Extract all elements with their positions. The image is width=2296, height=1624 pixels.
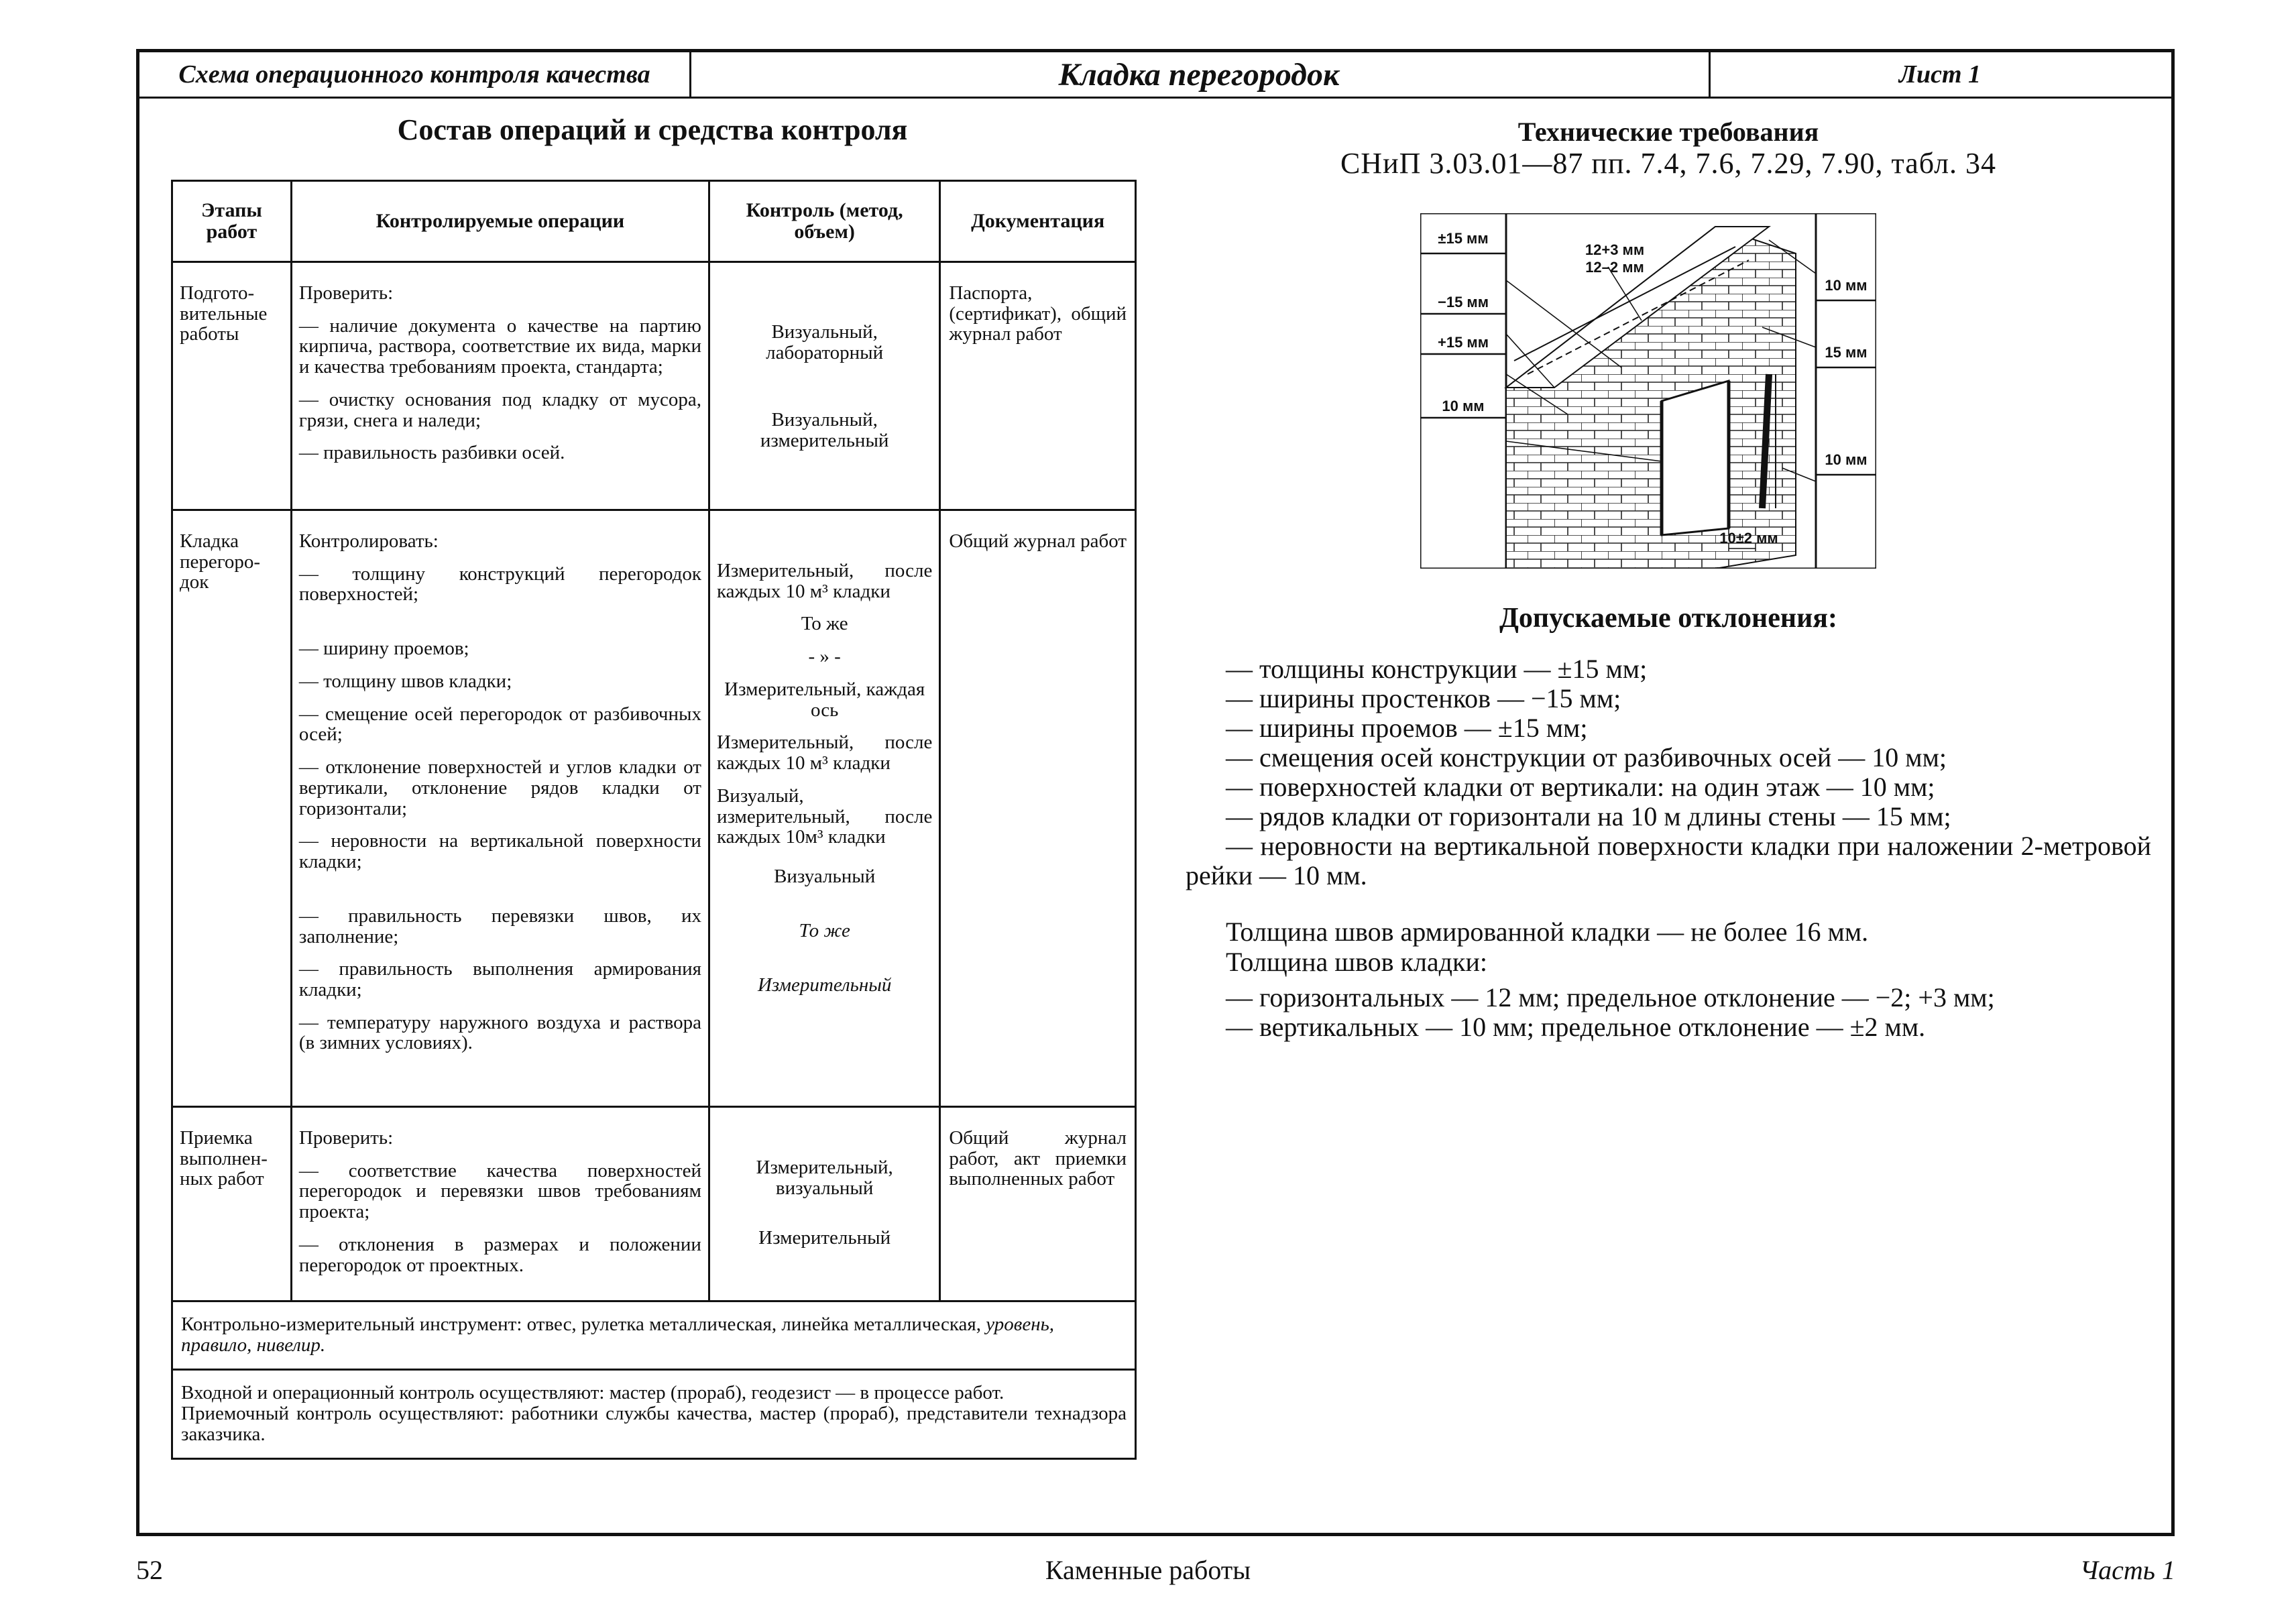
header-title: Кладка перегородок (689, 52, 1711, 97)
header-sheet: Лист 1 (1898, 60, 1982, 89)
control-item: Визуальный, измерительный (760, 409, 889, 452)
diagram-label: 10 мм (1825, 277, 1868, 294)
instrument-label: Контрольно-измерительный инструмент: (181, 1314, 522, 1335)
stage-intro: Контролировать: (298, 530, 439, 552)
tech-requirements-title: Технические требования (1517, 117, 1819, 147)
diagram-label: 10 мм (1442, 398, 1485, 414)
operation-item: — правильность разбивки осей. (298, 442, 565, 464)
control-item: - » - (808, 646, 841, 668)
documentation-cell: Общий журнал работ, акт приемки выполненных работ (940, 1107, 1136, 1301)
seam-notes (1226, 917, 2165, 1043)
diagram-label: 12–2 мм (1585, 259, 1644, 276)
section-name: Каменные работы (1045, 1555, 1251, 1585)
door-opening (1662, 381, 1729, 535)
operation-item: — толщину швов кладки; (298, 670, 512, 692)
stage-intro: Проверить: (298, 1127, 394, 1149)
control-item: То же (801, 613, 848, 635)
control-cell (709, 1107, 939, 1301)
control-text-1: Входной и операционный контроль осуществляют: мастер (прораб), геодезист — в процессе работ. (181, 1381, 1005, 1403)
operation-item: — ширину проемов; (298, 638, 469, 660)
header-strip (139, 52, 2171, 99)
control-cell (709, 262, 939, 510)
table-row (172, 1107, 1136, 1301)
instrument-text: отвес, рулетка металлическая, линейка металлическая, (526, 1314, 981, 1335)
control-item: Измерительный, после каждых 10 м³ кладки (716, 732, 933, 774)
deviation-item: — неровности на вертикальной поверхности кладки при наложении 2-метровой рейки — 10 мм. (1186, 831, 2151, 890)
documentation-cell: Общий журнал работ (940, 510, 1136, 1107)
control-item: Измерительный, визуальный (756, 1157, 893, 1199)
control-item: Визуалый, измерительный, после каждых 10м³ кладки (716, 785, 933, 848)
control-cell (709, 510, 939, 1107)
operation-item: — отклонение поверхностей и углов кладки от вертикали, отклонение рядов кладки от горизонтали; (298, 756, 701, 819)
operation-item: — температуру наружного воздуха и раствора (в зимних условиях). (298, 1011, 701, 1054)
stage-cell: Подгото-вительные работы (172, 262, 292, 510)
deviation-item: — рядов кладки от горизонтали на 10 м длины стены — 15 мм; (1226, 801, 1951, 831)
control-item: Визуальный (774, 866, 876, 888)
control-persons-cell (172, 1369, 1136, 1458)
operations-table (171, 180, 1137, 1460)
column-header-control: Контроль (метод, объем) (709, 181, 939, 262)
column-header-stages: Этапы работ (172, 181, 292, 262)
operations-cell (291, 262, 709, 510)
deviations-list (1186, 654, 2151, 890)
diagram-label: 12+3 мм (1585, 241, 1645, 258)
control-item: Измерительный, после каждых 10 м³ кладки (716, 560, 933, 602)
note-line: Толщина швов армированной кладки — не более 16 мм. (1226, 917, 1869, 947)
note-line: Толщина швов кладки: (1226, 946, 1487, 977)
page-number: 52 (136, 1555, 163, 1585)
operations-cell (291, 1107, 709, 1301)
stage-intro: Проверить: (298, 282, 394, 304)
page-frame (136, 49, 2175, 1536)
stage-cell: Кладка перегоро-док (172, 510, 292, 1107)
table-row (172, 262, 1136, 510)
snip-reference: СНиП 3.03.01—87 пп. 7.4, 7.6, 7.29, 7.90, табл. 34 (1340, 147, 1997, 180)
control-item: Измерительный (757, 974, 892, 996)
header-scheme: Схема операционного контроля качества (139, 52, 691, 97)
operations-cell (291, 510, 709, 1107)
operation-item: — отклонения в размерах и положении перегородок от проектных. (298, 1233, 701, 1276)
deviation-item: — ширины проемов — ±15 мм; (1226, 713, 1588, 743)
operation-item: — смещение осей перегородок от разбивочных осей; (298, 703, 701, 746)
operation-item: — очистку основания под кладку от мусора, грязи, снега и наледи; (298, 388, 701, 431)
operation-item: — правильность выполнения армирования кладки; (298, 958, 701, 1001)
control-row (172, 1369, 1136, 1458)
column-header-documentation: Документация (940, 181, 1136, 262)
deviation-item: — толщины конструкции — ±15 мм; (1226, 654, 1648, 684)
deviation-item: — поверхностей кладки от вертикали: на один этаж — 10 мм; (1226, 772, 1935, 802)
column-header-operations: Контролируемые операции (291, 181, 709, 262)
operation-item: — правильность перевязки швов, их заполнение; (298, 905, 701, 947)
operation-item: — неровности на вертикальной поверхности кладки; (298, 830, 701, 873)
table-row (172, 510, 1136, 1107)
control-item: Измерительный (758, 1227, 891, 1249)
operation-item: — толщину конструкций перегородок поверхностей; (298, 563, 701, 605)
diagram-label: 10±2 мм (1719, 530, 1778, 546)
operation-item: — соответствие качества поверхностей перегородок и перевязки швов требованиям проекта; (298, 1159, 701, 1223)
partition-diagram (1420, 213, 1876, 569)
part-label: Часть 1 (2079, 1555, 2175, 1585)
diagram-label: 15 мм (1825, 344, 1868, 361)
table-header-row (172, 181, 1136, 262)
note-line: — горизонтальных — 12 мм; предельное отклонение — −2; +3 мм; (1226, 982, 1995, 1012)
diagram-label: +15 мм (1438, 334, 1489, 351)
control-item: Визуальный, лабораторный (766, 321, 884, 363)
control-text-2: Приемочный контроль осуществляют: работники службы качества, мастер (прораб), представители технадзора заказчика. (181, 1402, 1127, 1446)
instrument-tail: уровень, правило, нивелир. (181, 1314, 1055, 1356)
deviations-title: Допускаемые отклонения: (1499, 603, 1837, 634)
instrument-cell (172, 1301, 1136, 1370)
control-item: Измерительный, каждая ось (724, 678, 925, 721)
deviation-item: — смещения осей конструкции от разбивочных осей — 10 мм; (1226, 742, 1947, 772)
instrument-row (172, 1301, 1136, 1370)
operation-item: — наличие документа о качестве на партию кирпича, раствора, соответствие их вида, марки и качества требованиям проекта, стандарта; (298, 314, 701, 378)
left-section-title: Состав операций и средства контроля (397, 113, 908, 146)
diagram-label: 10 мм (1825, 451, 1868, 468)
diagram-label: −15 мм (1438, 294, 1489, 310)
stage-cell: Приемка выполнен-ных работ (172, 1107, 292, 1301)
documentation-cell: Паспорта, (сертификат), общий журнал работ (940, 262, 1136, 510)
note-line: — вертикальных — 10 мм; предельное отклонение — ±2 мм. (1226, 1012, 1926, 1043)
deviation-item: — ширины простенков — −15 мм; (1226, 683, 1621, 713)
diagram-label: ±15 мм (1438, 230, 1489, 247)
control-item: То же (799, 919, 850, 941)
